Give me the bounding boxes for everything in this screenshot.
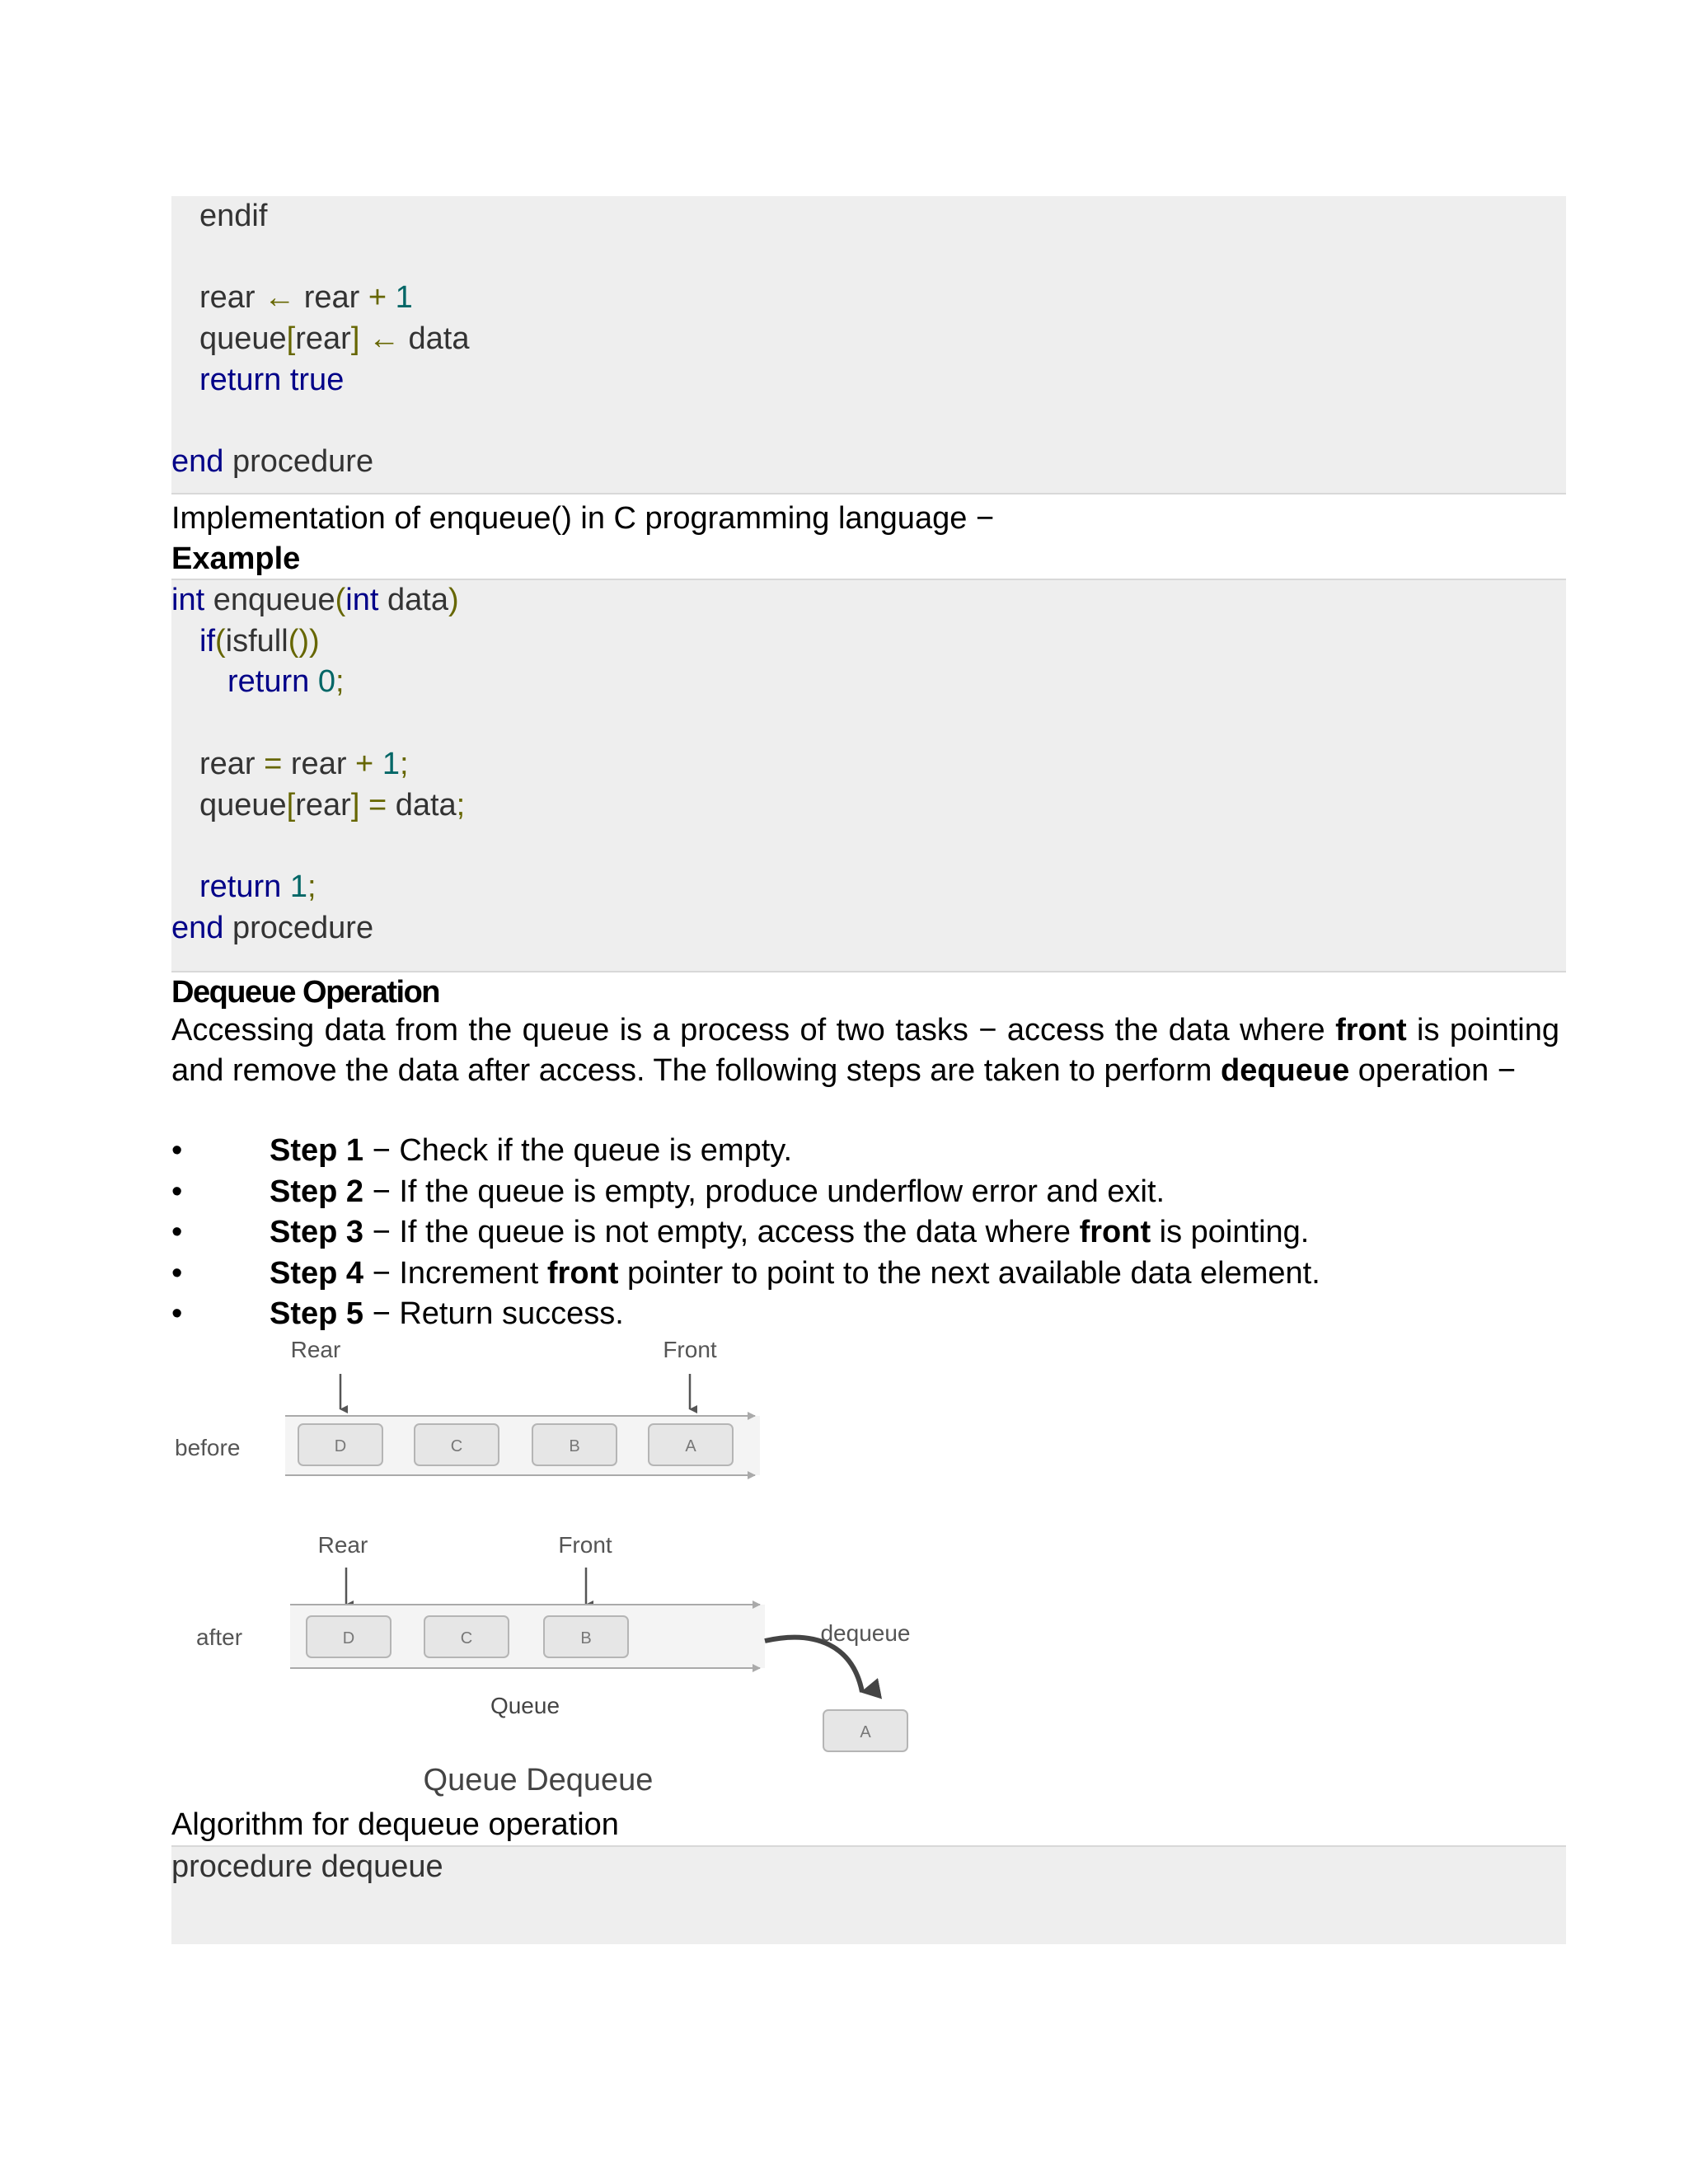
bullet: • [171,1133,183,1168]
queue-cell-label: A [685,1437,696,1455]
code-token: ] [350,321,360,357]
code-token [281,869,290,904]
code-line [199,360,344,400]
step-bold-text: front [1079,1215,1151,1249]
code-token: procedure [223,444,374,480]
bold-front: front [1335,1013,1407,1047]
code-token: int [345,583,379,617]
code-block-enqueue-c [171,580,1566,972]
queue-cell [298,1424,382,1465]
diagram-caption: Queue Dequeue [423,1763,654,1797]
before-label: before [175,1435,241,1460]
step-text [270,1212,1309,1254]
code-token: rear [199,746,265,781]
code-token: rear [295,787,351,823]
after-cells [307,1616,628,1657]
code-line [199,196,267,236]
after-label: after [196,1624,243,1650]
queue-cell [544,1616,628,1657]
code-token [309,664,318,699]
queue-cell [415,1424,499,1465]
code-token: true [289,362,345,397]
bullet: • [171,1255,183,1291]
dequeue-heading: Dequeue Operation [171,975,439,1010]
code-block-enqueue-algorithm [171,196,1566,494]
code-line [199,785,465,825]
queue-cell [532,1424,617,1465]
step-bold-text: Step 3 [270,1215,364,1249]
code-token: end [171,444,224,480]
step-plain-text: − Return success. [363,1296,624,1331]
step-plain-text: − Increment [363,1255,547,1291]
code-token: ← [368,321,400,357]
code-token: 0 [317,664,335,700]
step-plain-text: is pointing. [1151,1215,1310,1249]
code-token: ; [456,787,466,823]
queue-cell [823,1710,907,1751]
code-token: rear [282,746,356,781]
code-line [199,621,320,661]
dequeue-paragraph: Accessing data from the queue is a process of two tasks − access the data where front is pointing and remove the data after access. The following steps are taken to perform dequeue operation − [171,1013,1559,1088]
code-token: + [355,746,374,781]
code-token: enqueue [204,583,335,617]
code-line [199,278,413,317]
queue-label: Queue [490,1693,560,1718]
algorithm-intro: Algorithm for dequeue operation [171,1807,619,1842]
code-token [281,363,290,397]
bullet: • [171,1215,183,1249]
step-plain-text: − If the queue is not empty, access the data where [363,1215,1080,1249]
code-token: ( [335,583,346,617]
queue-cell-label: B [580,1629,592,1647]
rear-label-after: Rear [317,1532,368,1558]
code-token: data [378,583,448,617]
example-heading: Example [171,541,301,576]
code-token: [ [286,321,296,357]
code-token: = [368,787,387,823]
code-token: rear [295,321,351,357]
code-token: ( [215,623,226,658]
code-token: ; [307,869,316,904]
code-line [227,662,345,701]
code-token: endif [199,199,268,233]
code-token: [ [286,787,296,823]
step-plain-text: pointer to point to the next available data element. [618,1255,1320,1291]
code-token: 1 [289,869,307,904]
queue-cell-label: C [460,1629,473,1647]
front-label-after: Front [558,1532,612,1558]
code-token: return [199,869,282,904]
code-token: 1 [395,280,413,316]
code-token: ) [448,583,459,617]
code-token [387,280,396,315]
code-line [199,319,469,359]
code-token: rear [295,280,368,316]
code-token: queue [199,787,287,823]
queue-cell-label: B [569,1437,580,1455]
code-token: procedure [223,910,374,945]
queue-cell-label: A [860,1723,871,1741]
code-token: ()) [288,623,320,658]
code-token: rear [199,280,265,316]
code-token [359,321,368,356]
code-token: 1 [382,746,400,781]
queue-cell [307,1616,391,1657]
code-line [171,1847,443,1886]
step-text [270,1294,624,1335]
front-label-before: Front [663,1339,717,1362]
code-line [171,908,373,948]
bullet: • [171,1296,183,1331]
code-token: return [199,362,282,397]
step-bold-text: Step 2 [270,1174,364,1209]
code-token: data [399,321,470,357]
step-bold-text: front [546,1255,619,1291]
queue-cell-label: C [450,1437,463,1455]
removed-cell [823,1710,907,1751]
code-token: data [387,787,457,823]
step-text [270,1172,1165,1213]
code-token: ] [350,787,360,823]
step-text [270,1254,1320,1295]
code-token: = [264,746,283,781]
bullet: • [171,1174,183,1209]
code-token: int [171,583,205,617]
code-token: procedure dequeue [171,1849,443,1884]
code-line [171,580,459,620]
code-token: + [368,280,387,316]
step-plain-text: − Check if the queue is empty. [363,1133,793,1168]
queue-cell [424,1616,509,1657]
bold-dequeue: dequeue [1220,1053,1350,1088]
queue-dequeue-diagram [165,1339,948,1825]
code-token [373,747,382,781]
step-bold-text: Step 4 [270,1255,364,1291]
queue-cell-label: D [334,1437,347,1455]
code-block-dequeue-algorithm [171,1847,1566,1944]
code-token: if [199,623,215,658]
code-line [199,867,316,907]
rear-label-before: Rear [290,1339,341,1362]
code-token: ; [399,746,409,781]
code-token: end [171,910,224,945]
code-token: ; [335,664,345,700]
step-bold-text: Step 5 [270,1296,364,1331]
step-plain-text: − If the queue is empty, produce underflow error and exit. [363,1174,1165,1209]
c-implementation-intro: Implementation of enqueue() in C programming language − [171,501,995,536]
code-token: isfull [225,623,288,658]
queue-cell-label: D [342,1629,355,1647]
code-token [359,788,368,823]
step-text [270,1131,792,1172]
dequeue-label: dequeue [820,1620,911,1646]
code-line [171,442,373,481]
code-line [199,744,409,784]
step-bold-text: Step 1 [270,1133,364,1168]
code-token: queue [199,321,287,357]
code-token: ← [264,280,296,316]
queue-cell [649,1424,733,1465]
code-token: return [227,664,310,700]
